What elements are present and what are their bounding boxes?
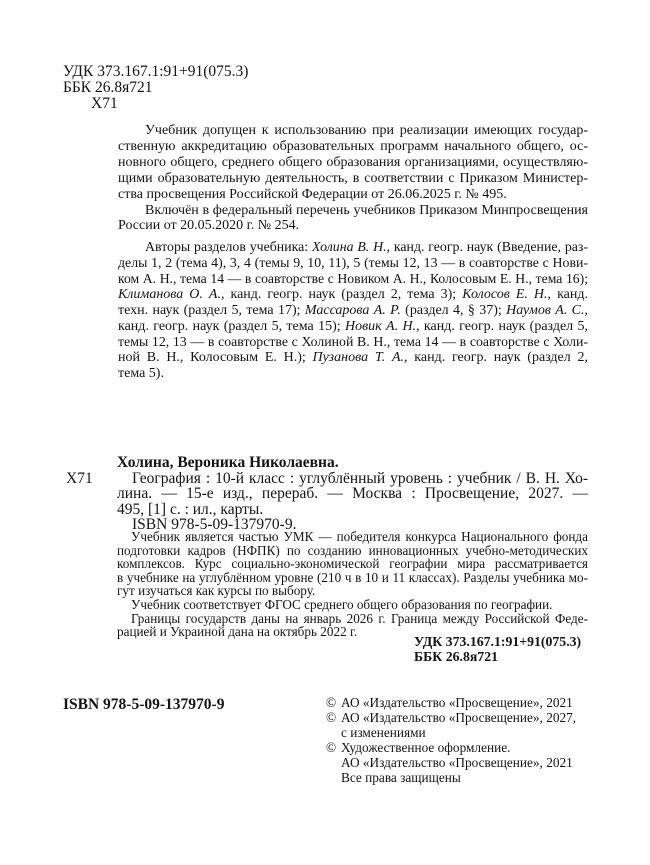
text-segment: Авторы разделов учебника: xyxy=(145,239,312,254)
text-line: в учебнике на углублённом уровне (210 ч в 10 и 11 классах). Разделы учебника мо- xyxy=(117,569,588,585)
bbk-code: ББК 26.8я721 xyxy=(414,648,499,664)
text-line: Включён в федеральный перечень учебников Приказом Минпросвещения xyxy=(145,202,588,218)
copyright-entry xyxy=(326,740,576,785)
isbn: ISBN 978-5-09-137970-9 xyxy=(63,696,225,713)
text-line: ственную аккредитацию образовательных программ начального общего, ос- xyxy=(118,138,588,154)
copyright-line: с изменениями xyxy=(341,724,426,740)
text-line: 495, [1] с. : ил., карты. xyxy=(117,500,264,518)
text-line xyxy=(118,303,588,319)
bibliographic-description xyxy=(117,471,588,533)
text-line: Учебник допущен к использованию при реализации имеющих государ- xyxy=(145,123,588,138)
text-line: ства просвещения Российской Федерации от 26.06.2025 г. № 495. xyxy=(118,186,507,202)
text-line: ком А. Н., тема 14 — в соавторстве с Новиком А. Н., Колосовым Е. Н., тема 16); xyxy=(118,270,588,286)
text-line: рацией и Украиной дана на октябрь 2022 г. xyxy=(117,624,358,640)
text-line: России от 20.05.2020 г. № 254. xyxy=(118,218,300,234)
copyright-entry xyxy=(326,695,576,710)
classification-block xyxy=(414,634,581,664)
text-line: подготовки кадров (НФПК) по созданию инновационных учебно-методических xyxy=(117,542,588,558)
copyright-line: АО «Издательство «Просвещение», 2027, xyxy=(341,709,577,725)
copyright-text xyxy=(341,740,573,785)
author-name: Наумов А. С. xyxy=(506,302,585,318)
udk-code: УДК 373.167.1:91+91(075.3) xyxy=(414,633,582,649)
paragraph xyxy=(118,203,588,235)
text-line: лина. — 15-е изд., перераб. — Москва : Просвещение, 2027. — xyxy=(117,485,588,502)
copyright-line: АО «Издательство «Просвещение», 2021 xyxy=(341,754,573,770)
text-segment: канд. геогр. наук (раздел 5, тема 15); xyxy=(118,318,345,334)
copyright-block xyxy=(326,695,576,785)
text-line: темы 12, 13 — в соавторстве с Холиной В. Н., тема 14 — в соавторстве с Холи- xyxy=(118,334,588,350)
text-segment: , канд. геогр. наук (раздел 2, xyxy=(404,350,589,366)
paragraph xyxy=(118,123,588,203)
copyright-sign: © xyxy=(326,739,337,755)
author-mark: Х71 xyxy=(91,95,118,112)
paragraph xyxy=(118,239,588,382)
copyright-sign: © xyxy=(326,709,337,725)
text-line: делы 1, 2 (тема 4), 3, 4 (темы 9, 10, 11), 5 (темы 12, 13 — в соавторстве с Нови- xyxy=(118,254,588,270)
text-line: Учебник соответствует ФГОС среднего общего образования по географии. xyxy=(131,596,553,612)
bbk-code: ББК 26.8я721 xyxy=(63,79,153,96)
text-segment: , канд. геогр. наук (Введение, раз- xyxy=(386,239,588,254)
author-name: Массарова А. Р. xyxy=(304,302,401,318)
paragraph xyxy=(117,471,588,518)
author-name: Колосов Е. Н. xyxy=(462,286,548,302)
author-name: Новик А. Н. xyxy=(344,318,417,334)
author-name: Холина В. Н. xyxy=(311,239,387,254)
text-line xyxy=(118,319,588,335)
bibliographic-author-mark: Х71 xyxy=(66,469,93,487)
text-segment: , xyxy=(584,302,589,318)
text-line: гут изучаться как курсы по выбору. xyxy=(117,583,316,599)
text-segment: ной В. Н., Колосовым Е. Н.); xyxy=(118,350,313,366)
classification-header xyxy=(63,64,248,112)
text-segment: техн. наук (раздел 5, тема 17); xyxy=(118,302,305,318)
annotation xyxy=(117,530,588,639)
author-name: Пузанова Т. А. xyxy=(312,350,405,366)
text-line: комплексов. Курс социально-экономической географии мира рассматривается xyxy=(117,556,588,572)
text-line: Границы государств даны на январь 2026 г. Граница между Российской Феде- xyxy=(131,610,588,626)
text-segment: , канд. геогр. наук (раздел 2, тема 3); xyxy=(220,286,463,302)
text-line: Учебник является частью УМК — победителя конкурса Национального фонда xyxy=(131,529,588,544)
text-segment: (раздел 4, § 37); xyxy=(400,302,507,318)
text-line xyxy=(118,350,588,366)
copyright-entry xyxy=(326,710,576,740)
text-line xyxy=(118,239,588,255)
copyright-text xyxy=(341,695,573,710)
text-segment: , канд. геогр. наук (раздел 5, xyxy=(416,318,588,334)
text-line: новного общего, среднего общего образования организациями, осуществляю- xyxy=(118,154,588,170)
copyright-line: АО «Издательство «Просвещение», 2021 xyxy=(341,694,573,710)
author-name: Климанова О. А. xyxy=(118,286,221,302)
paragraph xyxy=(117,598,588,612)
text-line xyxy=(118,287,588,303)
udk-code: УДК 373.167.1:91+91(075.3) xyxy=(63,63,249,80)
approval-notice xyxy=(118,123,588,234)
text-segment: , канд. xyxy=(547,286,588,302)
text-line: География : 10-й класс : углублённый уровень : учебник / В. Н. Хо- xyxy=(132,469,588,487)
text-line: тема 5). xyxy=(118,366,164,382)
copyright-line: Художественное оформление. xyxy=(341,739,511,755)
text-line: щими образовательную деятельность, в соответствии с Приказом Министер- xyxy=(118,170,588,186)
text-line: ISBN 978-5-09-137970-9. xyxy=(132,516,297,533)
copyright-line: Все права защищены xyxy=(341,769,461,785)
copyright-text xyxy=(341,710,576,740)
copyright-sign: © xyxy=(326,694,337,710)
paragraph xyxy=(117,530,588,598)
bibliographic-author-heading: Холина, Вероника Николаевна. xyxy=(117,454,339,471)
section-authors xyxy=(118,239,588,382)
